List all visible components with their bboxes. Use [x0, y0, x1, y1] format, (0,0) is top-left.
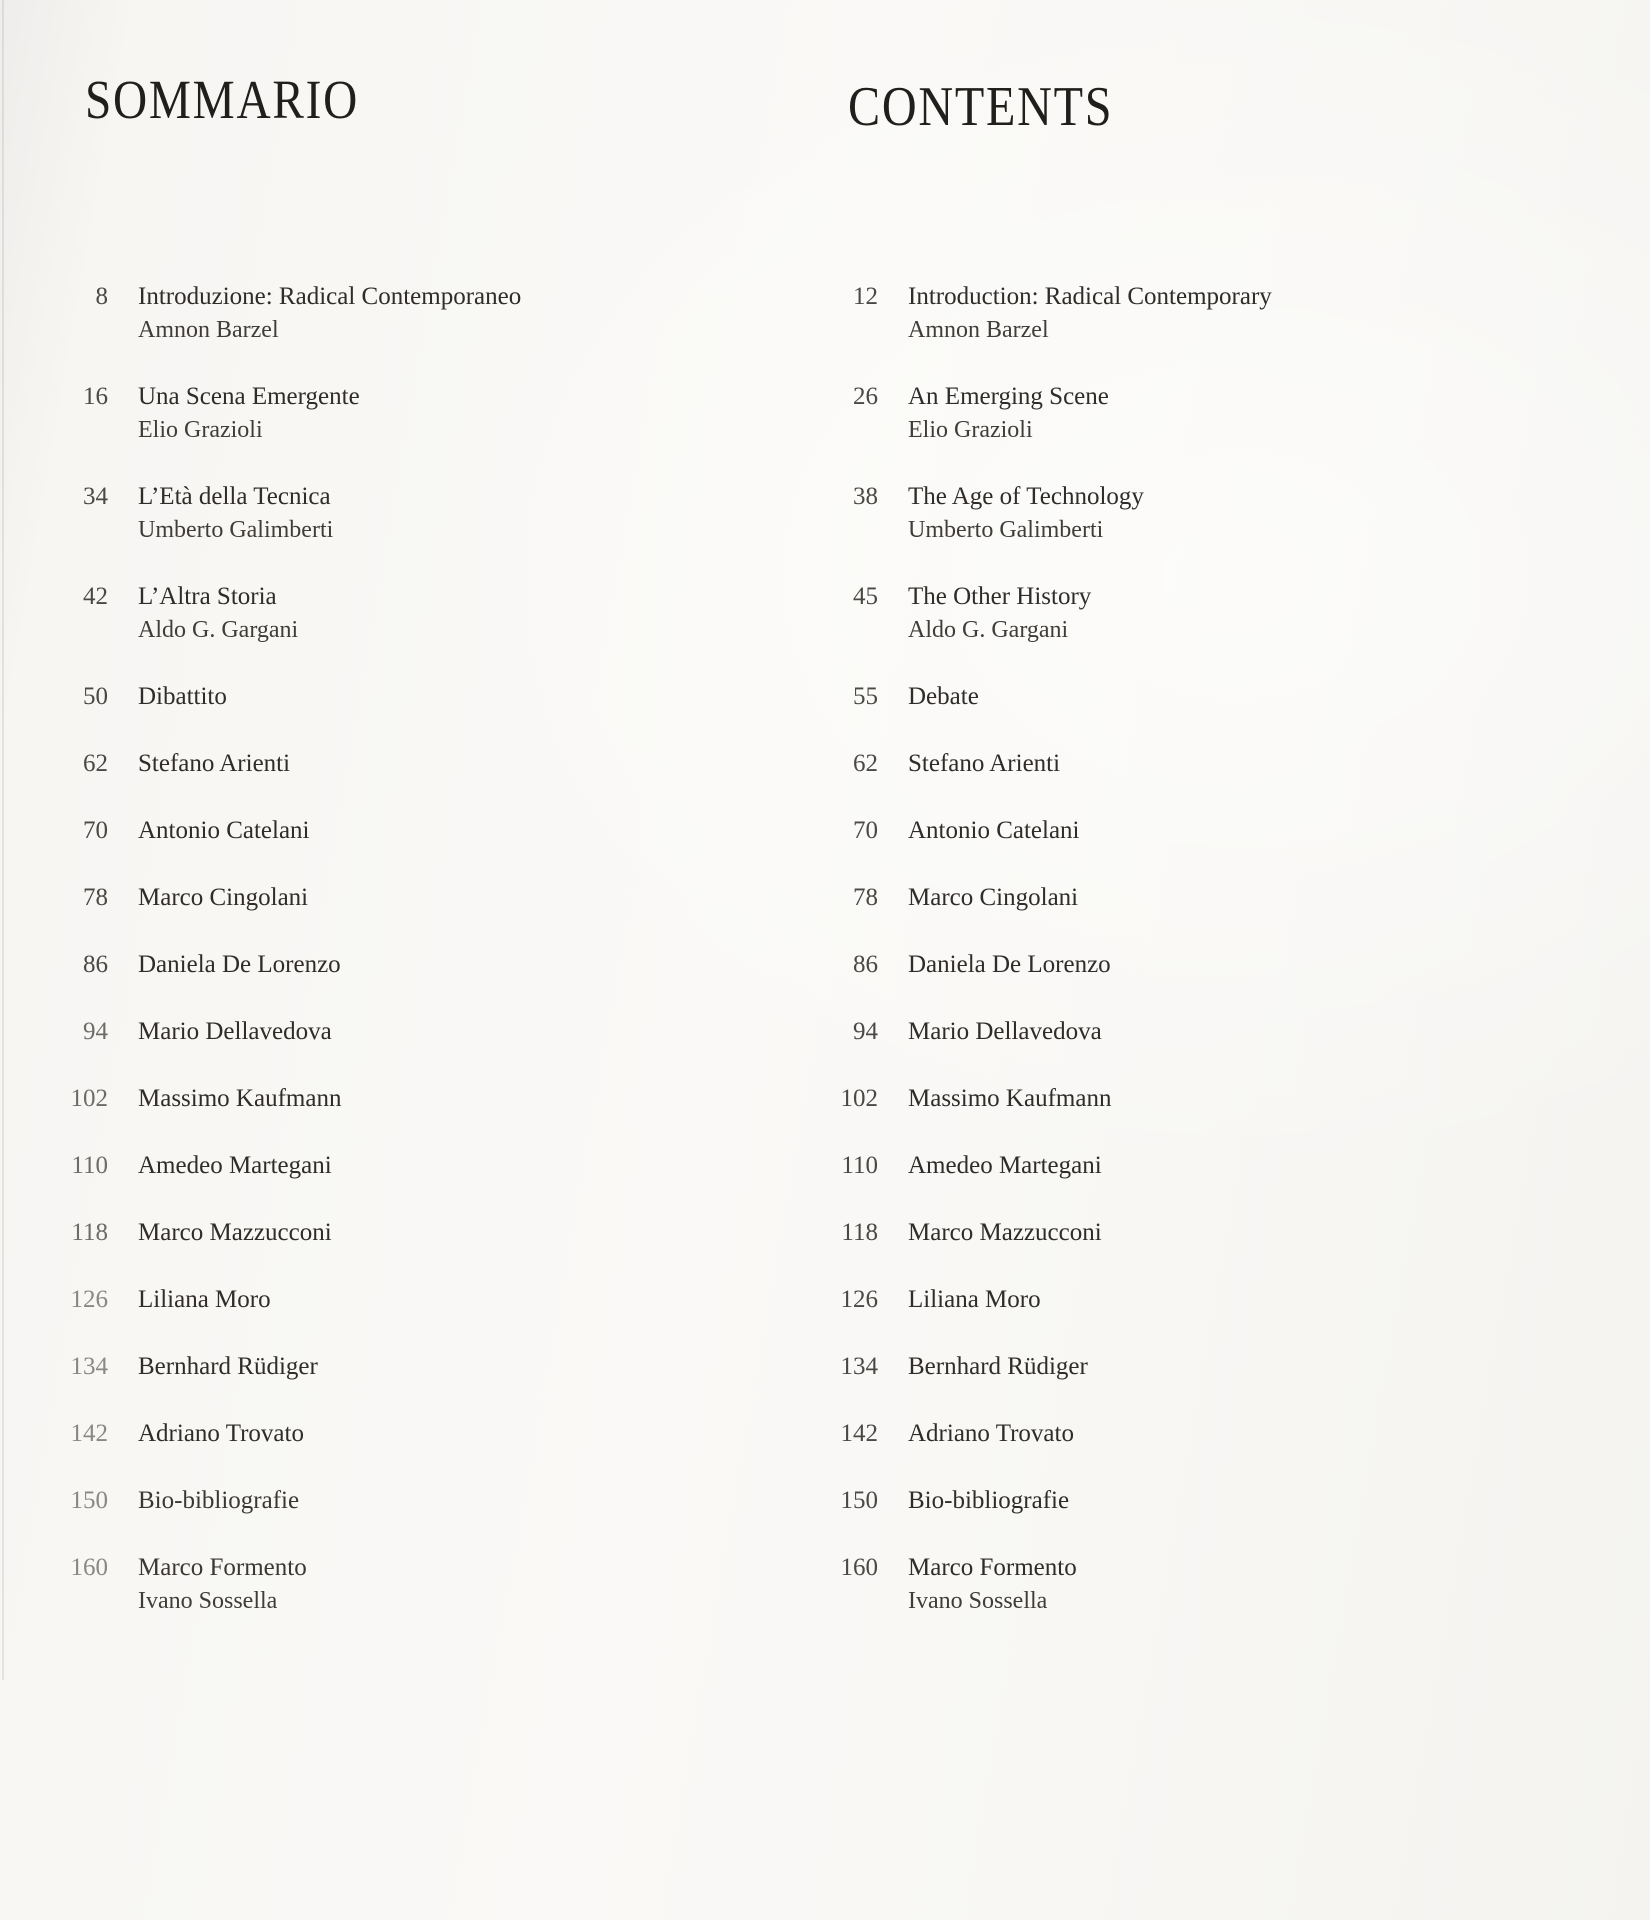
toc-entry-text	[138, 948, 688, 982]
toc-page-number: 70	[83, 817, 108, 844]
toc-entry	[838, 814, 1478, 848]
toc-entry-text	[908, 1484, 1478, 1518]
toc-entry	[838, 1149, 1478, 1183]
toc-entry	[68, 1216, 688, 1250]
toc-entry	[68, 1082, 688, 1116]
toc-page-number: 50	[83, 683, 108, 710]
toc-page-number: 26	[853, 383, 878, 410]
toc-entry-text	[908, 1551, 1478, 1618]
toc-entry-text	[138, 1216, 688, 1250]
toc-page-number: 118	[841, 1219, 878, 1246]
toc-entry-title: Marco Cingolani	[908, 884, 1079, 911]
toc-page-number: 42	[83, 583, 108, 610]
toc-entry	[838, 280, 1478, 347]
toc-entry	[68, 280, 688, 347]
toc-page-number: 86	[853, 951, 878, 978]
sommario-column	[68, 69, 688, 1651]
toc-entry-text	[138, 1149, 688, 1183]
toc-entry-text	[138, 747, 688, 781]
toc-entry-title: Massimo Kaufmann	[908, 1085, 1112, 1112]
toc-page-number: 150	[70, 1487, 108, 1514]
toc-entry	[68, 948, 688, 982]
toc-entry-title: Introduction: Radical Contemporary	[908, 283, 1272, 310]
toc-entry	[838, 1551, 1478, 1618]
toc-entries-left	[68, 280, 688, 1618]
toc-page-number: 62	[83, 750, 108, 777]
toc-entry-title: Amedeo Martegani	[138, 1152, 332, 1179]
toc-entry	[68, 1149, 688, 1183]
toc-entry-text	[908, 881, 1478, 915]
toc-page-number: 62	[853, 750, 878, 777]
toc-entry	[68, 1283, 688, 1317]
toc-entry-title: Stefano Arienti	[138, 750, 291, 777]
toc-entry-author: Ivano Sossella	[908, 1588, 1048, 1614]
toc-entry-title: Adriano Trovato	[908, 1420, 1074, 1447]
toc-entry-text	[138, 1082, 688, 1116]
toc-entry	[838, 1216, 1478, 1250]
toc-page-number: 134	[70, 1353, 108, 1380]
toc-entry	[838, 1350, 1478, 1384]
toc-page-number: 150	[840, 1487, 878, 1514]
toc-entry-title: Liliana Moro	[908, 1286, 1041, 1313]
toc-page-number: 45	[853, 583, 878, 610]
toc-entry-text	[908, 580, 1478, 647]
toc-entry-title: Introduzione: Radical Contemporaneo	[138, 283, 522, 310]
toc-entry-title: Adriano Trovato	[138, 1420, 304, 1447]
toc-entry-text	[138, 814, 688, 848]
toc-entry	[838, 948, 1478, 982]
toc-page-number: 8	[95, 283, 108, 310]
toc-entry-title: Debate	[908, 683, 979, 710]
toc-entry-title: Una Scena Emergente	[138, 383, 360, 410]
toc-entry	[68, 680, 688, 714]
toc-entry-title: Antonio Catelani	[908, 817, 1080, 844]
toc-entries-right	[838, 280, 1478, 1618]
toc-entry	[68, 1350, 688, 1384]
toc-entry	[68, 1015, 688, 1049]
toc-page-number: 16	[83, 383, 108, 410]
toc-entry	[838, 1417, 1478, 1451]
toc-page-number: 110	[71, 1152, 108, 1179]
toc-entry-text	[908, 1417, 1478, 1451]
toc-entry-text	[908, 948, 1478, 982]
toc-entry-title: Mario Dellavedova	[138, 1018, 332, 1045]
toc-entry-text	[908, 680, 1478, 714]
toc-entry-text	[138, 280, 688, 347]
toc-entry-author: Ivano Sossella	[138, 1588, 278, 1614]
toc-page-number: 94	[853, 1018, 878, 1045]
toc-entry-title: Dibattito	[138, 683, 227, 710]
toc-entry-title: Daniela De Lorenzo	[138, 951, 341, 978]
toc-page-number: 160	[70, 1554, 108, 1581]
toc-entry-title: Bio-bibliografie	[138, 1487, 300, 1514]
toc-entry	[838, 1015, 1478, 1049]
toc-entry-text	[138, 1350, 688, 1384]
toc-entry	[838, 680, 1478, 714]
toc-page-number: 12	[853, 283, 878, 310]
toc-entry	[838, 1283, 1478, 1317]
toc-entry-author: Aldo G. Gargani	[138, 617, 299, 643]
toc-page-number: 142	[70, 1420, 108, 1447]
toc-entry-text	[138, 1484, 688, 1518]
toc-entry-title: The Age of Technology	[908, 483, 1144, 510]
toc-entry	[838, 580, 1478, 647]
toc-page-number: 38	[853, 483, 878, 510]
toc-entry-text	[908, 1283, 1478, 1317]
toc-page-number: 55	[853, 683, 878, 710]
toc-entry-title: Stefano Arienti	[908, 750, 1061, 777]
toc-entry-title: Antonio Catelani	[138, 817, 310, 844]
toc-entry	[838, 1082, 1478, 1116]
toc-entry	[838, 747, 1478, 781]
toc-page-number: 134	[840, 1353, 878, 1380]
toc-entry	[68, 881, 688, 915]
toc-entry-text	[908, 280, 1478, 347]
toc-entry	[68, 747, 688, 781]
toc-page-number: 70	[853, 817, 878, 844]
toc-entry	[838, 1484, 1478, 1518]
toc-entry-title: Bio-bibliografie	[908, 1487, 1070, 1514]
toc-entry-author: Elio Grazioli	[908, 417, 1033, 443]
toc-entry-text	[138, 480, 688, 547]
toc-entry	[838, 480, 1478, 547]
toc-page-number: 102	[70, 1085, 108, 1112]
toc-entry-title: Bernhard Rüdiger	[908, 1353, 1088, 1380]
toc-page-number: 102	[840, 1085, 878, 1112]
toc-entry-title: Bernhard Rüdiger	[138, 1353, 318, 1380]
toc-page-number: 94	[83, 1018, 108, 1045]
contents-heading: CONTENTS	[848, 76, 1114, 138]
toc-entry-text	[908, 480, 1478, 547]
toc-entry-title: An Emerging Scene	[908, 383, 1109, 410]
toc-entry-text	[908, 380, 1478, 447]
toc-entry-text	[138, 580, 688, 647]
toc-entry	[68, 580, 688, 647]
toc-entry-text	[138, 1015, 688, 1049]
toc-entry-title: Marco Formento	[908, 1554, 1077, 1581]
toc-entry-title: Amedeo Martegani	[908, 1152, 1102, 1179]
toc-entry	[838, 380, 1478, 447]
toc-entry-title: The Other History	[908, 583, 1092, 610]
toc-entry-text	[138, 881, 688, 915]
toc-entry-author: Aldo G. Gargani	[908, 617, 1069, 643]
toc-entry-text	[138, 1283, 688, 1317]
toc-page-number: 34	[83, 483, 108, 510]
toc-page-number: 110	[841, 1152, 878, 1179]
toc-entry	[68, 1551, 688, 1618]
toc-entry-text	[908, 814, 1478, 848]
toc-entry-title: Daniela De Lorenzo	[908, 951, 1111, 978]
toc-entry-author: Umberto Galimberti	[908, 517, 1104, 543]
toc-entry-text	[138, 380, 688, 447]
toc-entry	[68, 480, 688, 547]
toc-entry-author: Amnon Barzel	[138, 317, 279, 343]
toc-entry-text	[908, 1216, 1478, 1250]
toc-entry-title: L’Età della Tecnica	[138, 483, 331, 510]
toc-entry-text	[908, 747, 1478, 781]
toc-page-number: 142	[840, 1420, 878, 1447]
sommario-heading: SOMMARIO	[85, 69, 359, 130]
toc-entry-title: Liliana Moro	[138, 1286, 271, 1313]
toc-entry-title: Marco Cingolani	[138, 884, 309, 911]
toc-entry-text	[908, 1015, 1478, 1049]
toc-page-number: 78	[83, 884, 108, 911]
toc-page-number: 126	[70, 1286, 108, 1313]
toc-entry-author: Umberto Galimberti	[138, 517, 334, 543]
toc-entry-title: Marco Mazzucconi	[908, 1219, 1102, 1246]
toc-entry-text	[908, 1149, 1478, 1183]
toc-entry-author: Amnon Barzel	[908, 317, 1049, 343]
toc-entry-text	[908, 1082, 1478, 1116]
toc-entry	[68, 814, 688, 848]
toc-entry-title: Mario Dellavedova	[908, 1018, 1102, 1045]
toc-page-number: 118	[71, 1219, 108, 1246]
toc-entry	[68, 380, 688, 447]
toc-entry	[838, 881, 1478, 915]
toc-entry-text	[138, 1417, 688, 1451]
toc-entry-author: Elio Grazioli	[138, 417, 263, 443]
toc-entry-text	[138, 680, 688, 714]
toc-entry-text	[908, 1350, 1478, 1384]
toc-entry-title: Marco Mazzucconi	[138, 1219, 332, 1246]
contents-column	[838, 76, 1478, 1651]
toc-page-number: 126	[840, 1286, 878, 1313]
toc-entry-text	[138, 1551, 688, 1618]
toc-entry	[68, 1484, 688, 1518]
toc-entry-title: Massimo Kaufmann	[138, 1085, 342, 1112]
toc-page-number: 78	[853, 884, 878, 911]
toc-entry-title: L’Altra Storia	[138, 583, 277, 610]
toc-page-number: 160	[840, 1554, 878, 1581]
toc-page-number: 86	[83, 951, 108, 978]
toc-entry	[68, 1417, 688, 1451]
toc-entry-title: Marco Formento	[138, 1554, 307, 1581]
